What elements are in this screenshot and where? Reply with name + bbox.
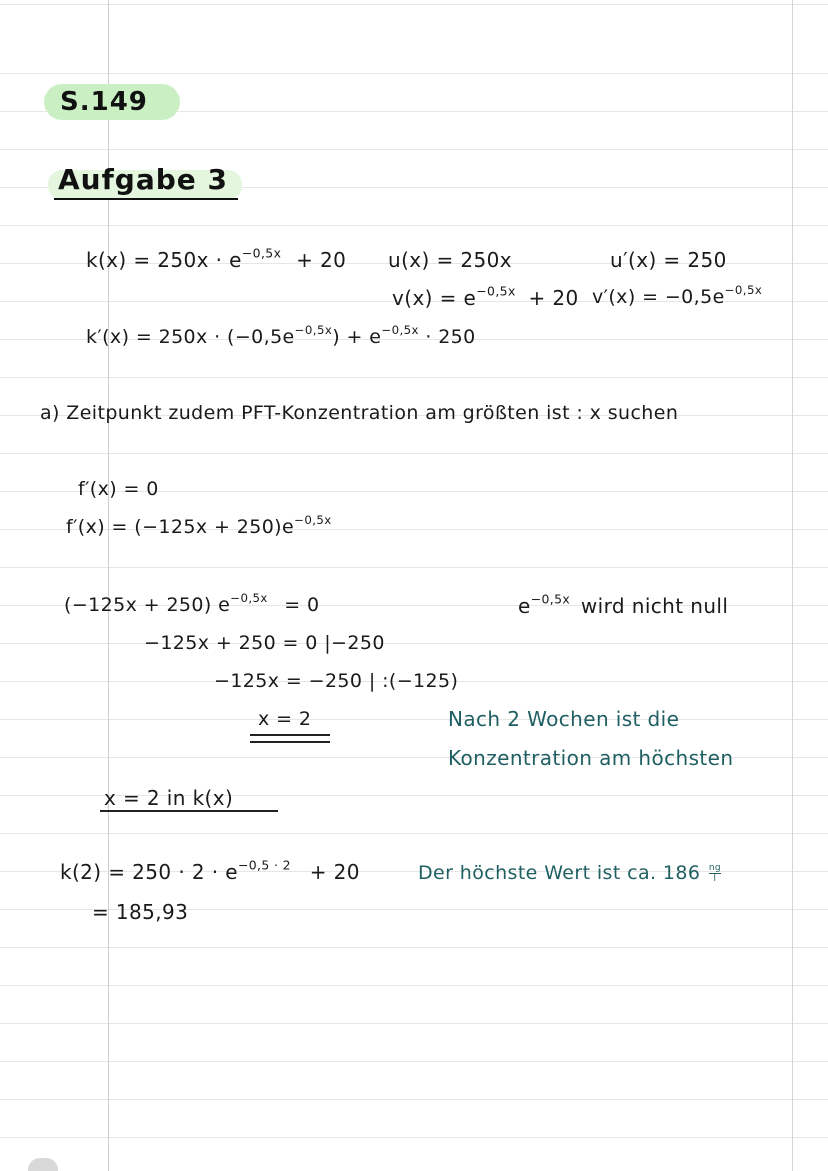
v-function-tail: + 20 <box>528 286 579 310</box>
final-answer-text: Der höchste Wert ist ca. 186 <box>418 862 701 884</box>
k-prime-function <box>86 323 476 348</box>
note-text: wird nicht null <box>580 594 729 618</box>
final-answer <box>418 862 721 884</box>
step-1-base: (−125x + 250) e <box>64 594 231 616</box>
answer-line-2: Konzentration am höchsten <box>448 746 734 770</box>
k-of-2-tail: + 20 <box>309 860 360 884</box>
k-prime-part-b: ) + e <box>332 326 382 348</box>
k-prime-exponent-b: −0,5x <box>381 323 419 338</box>
k-prime-part-a: k′(x) = 250x · (−0,5e <box>86 326 295 348</box>
v-function-base: v(x) = e <box>392 286 477 310</box>
equation-step-3: −125x = −250 | :(−125) <box>214 670 459 692</box>
nonzero-note <box>518 591 729 618</box>
k-of-2-exponent: −0,5 · 2 <box>237 857 291 873</box>
page-reference: S.149 <box>60 87 148 117</box>
result-x: x = 2 <box>258 708 312 730</box>
part-a-heading: a) Zeitpunkt zudem PFT-Konzentration am größten ist : x suchen <box>40 402 679 424</box>
v-function <box>392 283 579 310</box>
insert-underline <box>100 810 278 812</box>
v-prime-function <box>592 283 763 308</box>
k-prime-exponent-a: −0,5x <box>294 323 333 338</box>
k-prime-part-c: · 250 <box>425 326 476 348</box>
equation-step-1 <box>64 591 320 616</box>
page-corner <box>28 1158 58 1171</box>
k-of-2-base: k(2) = 250 · 2 · e <box>60 860 238 884</box>
v-prime-base: v′(x) = −0,5e <box>592 286 725 308</box>
condition-equation: f′(x) = 0 <box>78 478 159 500</box>
result-underline-1 <box>250 734 330 736</box>
step-1-exponent: −0,5x <box>230 591 268 606</box>
final-unit-numerator: ng <box>708 863 722 873</box>
final-unit <box>709 863 721 884</box>
k-function <box>86 245 347 272</box>
u-prime-function: u′(x) = 250 <box>610 248 727 272</box>
result-underline-2 <box>250 741 330 743</box>
note-base: e <box>518 594 531 618</box>
k-function-base: k(x) = 250x · e <box>86 248 242 272</box>
page-edge <box>792 0 793 1171</box>
derivative-exponent: −0,5x <box>294 513 332 528</box>
step-1-tail: = 0 <box>284 594 320 616</box>
k-of-2-value: = 185,93 <box>92 900 189 924</box>
u-function: u(x) = 250x <box>388 248 512 272</box>
page-reference-badge <box>44 84 180 120</box>
title-underline <box>54 198 238 200</box>
v-prime-exponent: −0,5x <box>724 283 763 298</box>
insert-label: x = 2 in k(x) <box>104 786 234 810</box>
derivative-base: f′(x) = (−125x + 250)e <box>66 516 295 538</box>
final-unit-denominator: l <box>713 874 717 884</box>
equation-step-2: −125x + 250 = 0 |−250 <box>144 632 385 654</box>
v-function-exponent: −0,5x <box>476 283 516 299</box>
derivative-equation <box>66 513 332 538</box>
k-function-exponent: −0,5x <box>241 245 282 261</box>
task-title: Aufgabe 3 <box>58 163 228 196</box>
k-of-2 <box>60 857 360 884</box>
note-exponent: −0,5x <box>530 591 571 607</box>
answer-line-1: Nach 2 Wochen ist die <box>448 707 680 731</box>
k-function-tail: + 20 <box>296 248 347 272</box>
